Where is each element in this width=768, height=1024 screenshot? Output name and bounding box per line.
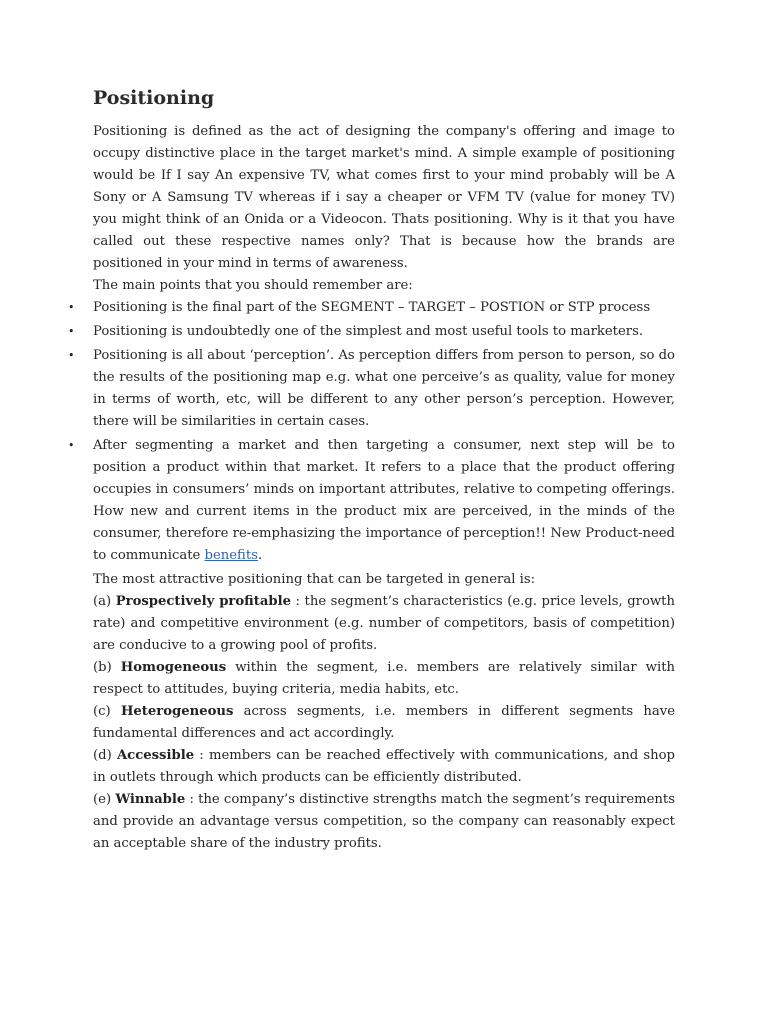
list-item-text: Positioning is the final part of the SEGMENT – TARGET – POSTION or STP process: [93, 300, 651, 315]
benefits-link[interactable]: benefits: [204, 548, 258, 563]
bullet-icon: •: [68, 325, 75, 338]
attribute-prefix: (a): [93, 594, 116, 609]
attribute-term: Homogeneous: [120, 660, 227, 675]
list-item: [68, 435, 675, 567]
attribute-term: Winnable: [115, 792, 186, 807]
attribute-separator: [233, 704, 243, 719]
attribute-prefix: (b): [93, 660, 121, 675]
attribute-prefix: (c): [93, 704, 121, 719]
document-page: [68, 84, 675, 855]
attribute-item-e: [93, 789, 675, 855]
attribute-prefix: (d): [93, 748, 117, 763]
attribute-term: Accessible: [116, 748, 195, 763]
attribute-term: Heterogeneous: [120, 704, 234, 719]
attribute-item-d: [93, 745, 675, 789]
list-item-text: Positioning is undoubtedly one of the simplest and most useful tools to marketers.: [93, 324, 644, 339]
attribute-item-c: [93, 701, 675, 745]
attribute-separator: [226, 660, 235, 675]
list-item-period: .: [257, 548, 263, 563]
attribute-prefix: (e): [93, 792, 116, 807]
attribute-text: the segment’s characteristics (e.g. price levels, growth rate) and competitive environment (e.g. number of competitors, basis of competition) are conducive to a growing pool of profits.: [93, 594, 675, 653]
attribute-text: members can be reached effectively with communications, and shop in outlets through which products can be efficiently distributed.: [93, 748, 675, 785]
attribute-text: the company’s distinctive strengths match the segment’s requirements and provide an advantage versus competition, so the company can reasonably expect an acceptable share of the industry profits.: [93, 792, 675, 851]
list-item: [68, 297, 675, 319]
attractive-intro: The most attractive positioning that can be targeted in general is:: [93, 572, 536, 587]
attribute-separator: :: [194, 748, 209, 763]
attribute-text: across segments, i.e. members in different segments have fundamental differences and act accordingly.: [93, 704, 675, 741]
attribute-item-b: [93, 657, 675, 701]
intro-paragraph: Positioning is defined as the act of designing the company's offering and image to occupy distinctive place in the target market's mind. A simple example of positioning would be If I say An expensive TV, what comes first to your mind probably will be A Sony or A Samsung TV whereas if i say a cheaper or VFM TV (value for money TV) you might think of an Onida or a Videocon. Thats positioning. Why is it that you have called out these respective names only? That is because how the brands are positioned in your mind in terms of awareness.: [93, 124, 675, 271]
list-item-text: Positioning is all about ‘perception’. As perception differs from person to person, so do the results of the positioning map e.g. what one perceive’s as quality, value for money in terms of worth, etc, will be different to any other person’s perception. However, there will be similarities in certain cases.: [93, 348, 675, 429]
bullet-icon: •: [68, 349, 75, 362]
list-item-text: After segmenting a market and then targeting a consumer, next step will be to position a product within that market. It refers to a place that the product offering occupies in consumers’ minds on important attributes, relative to competing offerings. How new and current items in the product mix are perceived, in the minds of the consumer, therefore re-emphasizing the importance of perception!! New Product-need to communicate: [93, 438, 675, 563]
attribute-text: within the segment, i.e. members are relatively similar with respect to attitudes, buying criteria, media habits, etc.: [93, 660, 675, 697]
page-title: Positioning: [93, 87, 215, 109]
attribute-separator: :: [185, 792, 199, 807]
attribute-separator: :: [291, 594, 305, 609]
attribute-item-a: [93, 591, 675, 657]
attribute-term: Prospectively profitable: [115, 594, 292, 609]
list-item: [68, 345, 675, 433]
points-lead: The main points that you should remember are:: [93, 278, 413, 293]
list-item: [68, 321, 675, 343]
bullet-icon: •: [68, 439, 75, 452]
bullet-icon: •: [68, 301, 75, 314]
points-list: [68, 297, 675, 567]
